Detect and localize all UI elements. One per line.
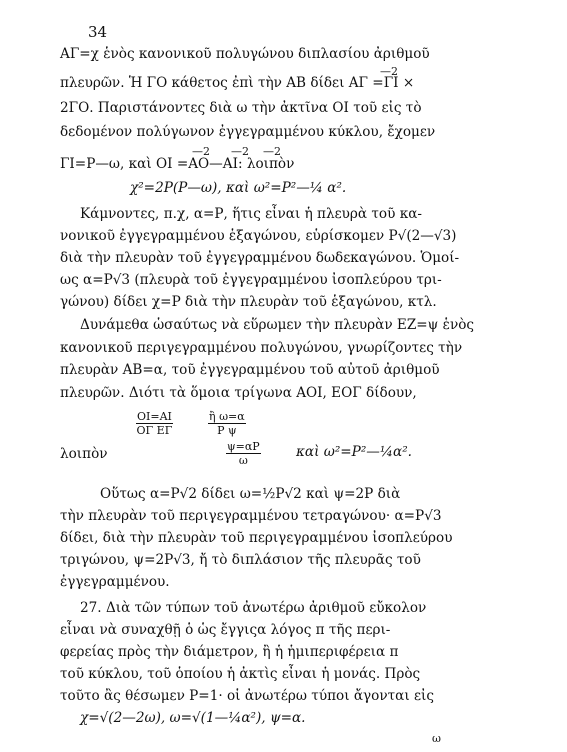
- text-line: διὰ τὴν πλευρὰν τοῦ ἐγγεγραμμένου δωδεκαγώνου. Ὁμοί-: [60, 250, 460, 266]
- fraction-denominator: ω: [238, 454, 248, 467]
- fraction-denominator: ω: [432, 732, 441, 745]
- text-line: 2ΓΟ. Παριστάνοντες διὰ ω τὴν ἀκτῖνα ΟΙ τοῦ εἰς τὸ: [60, 100, 422, 116]
- fraction-psi: [226, 440, 261, 467]
- text-line: Οὕτως α=Ρ√2 δίδει ω=½Ρ√2 καὶ ψ=2Ρ διὰ: [100, 486, 401, 502]
- text-line: νονικοῦ ἐγγεγραμμένου ἑξαγώνου, εὑρίσκομεν Ρ√(2—√3): [60, 228, 457, 244]
- text-line: δίδει, διὰ τὴν πλευρὰν τοῦ περιγεγραμμένου ἰσοπλεύρου: [60, 530, 453, 546]
- overbar-mark: —2: [380, 65, 398, 78]
- fraction-aoi: [136, 410, 173, 437]
- overbar-mark: —2 —2 —2: [192, 145, 281, 158]
- text-line: τοῦτο ἂς θέσωμεν Ρ=1· οἱ ἀνωτέρω τύποι ἄγονται εἰς: [60, 688, 434, 704]
- fraction-numerator: ἢ ω=α: [209, 410, 245, 423]
- text-line: κανονικοῦ περιγεγραμμένου πολυγώνου, γνωρίζοντες τὴν: [60, 340, 463, 356]
- equation-line: καὶ ω²=Ρ²—¼α².: [296, 444, 412, 460]
- text-line: Δυνάμεθα ὡσαύτως νὰ εὕρωμεν τὴν πλευρὰν ΕΖ=ψ ἑνὸς: [80, 317, 474, 333]
- text-line: πλευρὰν ΑΒ=α, τοῦ ἐγγεγραμμένου τοῦ αὐτοῦ ἀριθμοῦ: [60, 362, 440, 378]
- fraction-numerator: ψ=αΡ: [227, 440, 260, 453]
- text-line: πλευρῶν. Διότι τὰ ὅμοια τρίγωνα ΑΟΙ, ΕΟΓ δίδουν,: [60, 385, 417, 401]
- text-line: τοῦ κύκλου, τοῦ ὁποίου ἡ ἀκτὶς εἶναι ἡ μονάς. Πρὸς: [60, 666, 421, 682]
- text-line: λοιπὸν: [60, 446, 108, 462]
- text-line: ΑΓ=χ ἑνὸς κανονικοῦ πολυγώνου διπλασίου ἀριθμοῦ: [60, 46, 430, 62]
- equation-line: χ=√(2—2ω), ω=√(1—¼α²), ψ=α.: [80, 710, 306, 726]
- text-line: εἶναι νὰ συναχθῇ ὁ ὡς ἔγγιςα λόγος π τῆς περι-: [60, 622, 391, 638]
- text-line: πλευρῶν. Ἡ ΓΟ κάθετος ἐπὶ τὴν ΑΒ δίδει ΑΓ =ΓΙ ×: [60, 75, 415, 91]
- text-line: τὴν πλευρὰν τοῦ περιγεγραμμένου τετραγώνου· α=Ρ√3: [60, 508, 442, 524]
- text-line: ως α=Ρ√3 (πλευρὰ τοῦ ἐγγεγραμμένου ἰσοπλεύρου τρι-: [60, 272, 442, 288]
- text-line: τριγώνου, ψ=2Ρ√3, ἤ τὸ διπλάσιον τῆς πλευρᾶς τοῦ: [60, 552, 421, 568]
- text-line: ΓΙ=Ρ—ω, καὶ ΟΙ =ΑΟ—ΑΙ: λοιπὸν: [60, 156, 295, 172]
- fraction-denominator: Ρ ψ: [217, 424, 237, 437]
- fraction-numerator: ΟΙ=ΑΙ: [137, 410, 172, 423]
- text-line: δεδομένον πολύγωνον ἐγγεγραμμένου κύκλου, ἔχομεν: [60, 124, 436, 140]
- page-number: 34: [88, 23, 108, 41]
- fraction-omega: [208, 410, 246, 437]
- text-line: Κάμνοντες, π.χ, α=Ρ, ἥτις εἶναι ἡ πλευρὰ τοῦ κα-: [80, 206, 422, 222]
- equation-line: χ²=2Ρ(Ρ—ω), καὶ ω²=Ρ²—¼ α².: [130, 180, 347, 196]
- text-line: ἐγγεγραμμένου.: [60, 574, 170, 590]
- text-line: γώνου) δίδει χ=Ρ διὰ τὴν πλευρὰν τοῦ ἑξαγώνου, κτλ.: [60, 294, 437, 310]
- fraction-denominator: ΟΓ ΕΓ: [136, 424, 173, 437]
- text-line: φερείας πρὸς τὴν διάμετρον, ἢ ἡ ἡμιπεριφέρεια π: [60, 644, 399, 660]
- text-line: 27. Διὰ τῶν τύπων τοῦ ἀνωτέρω ἀριθμοῦ εὔκολον: [80, 600, 427, 616]
